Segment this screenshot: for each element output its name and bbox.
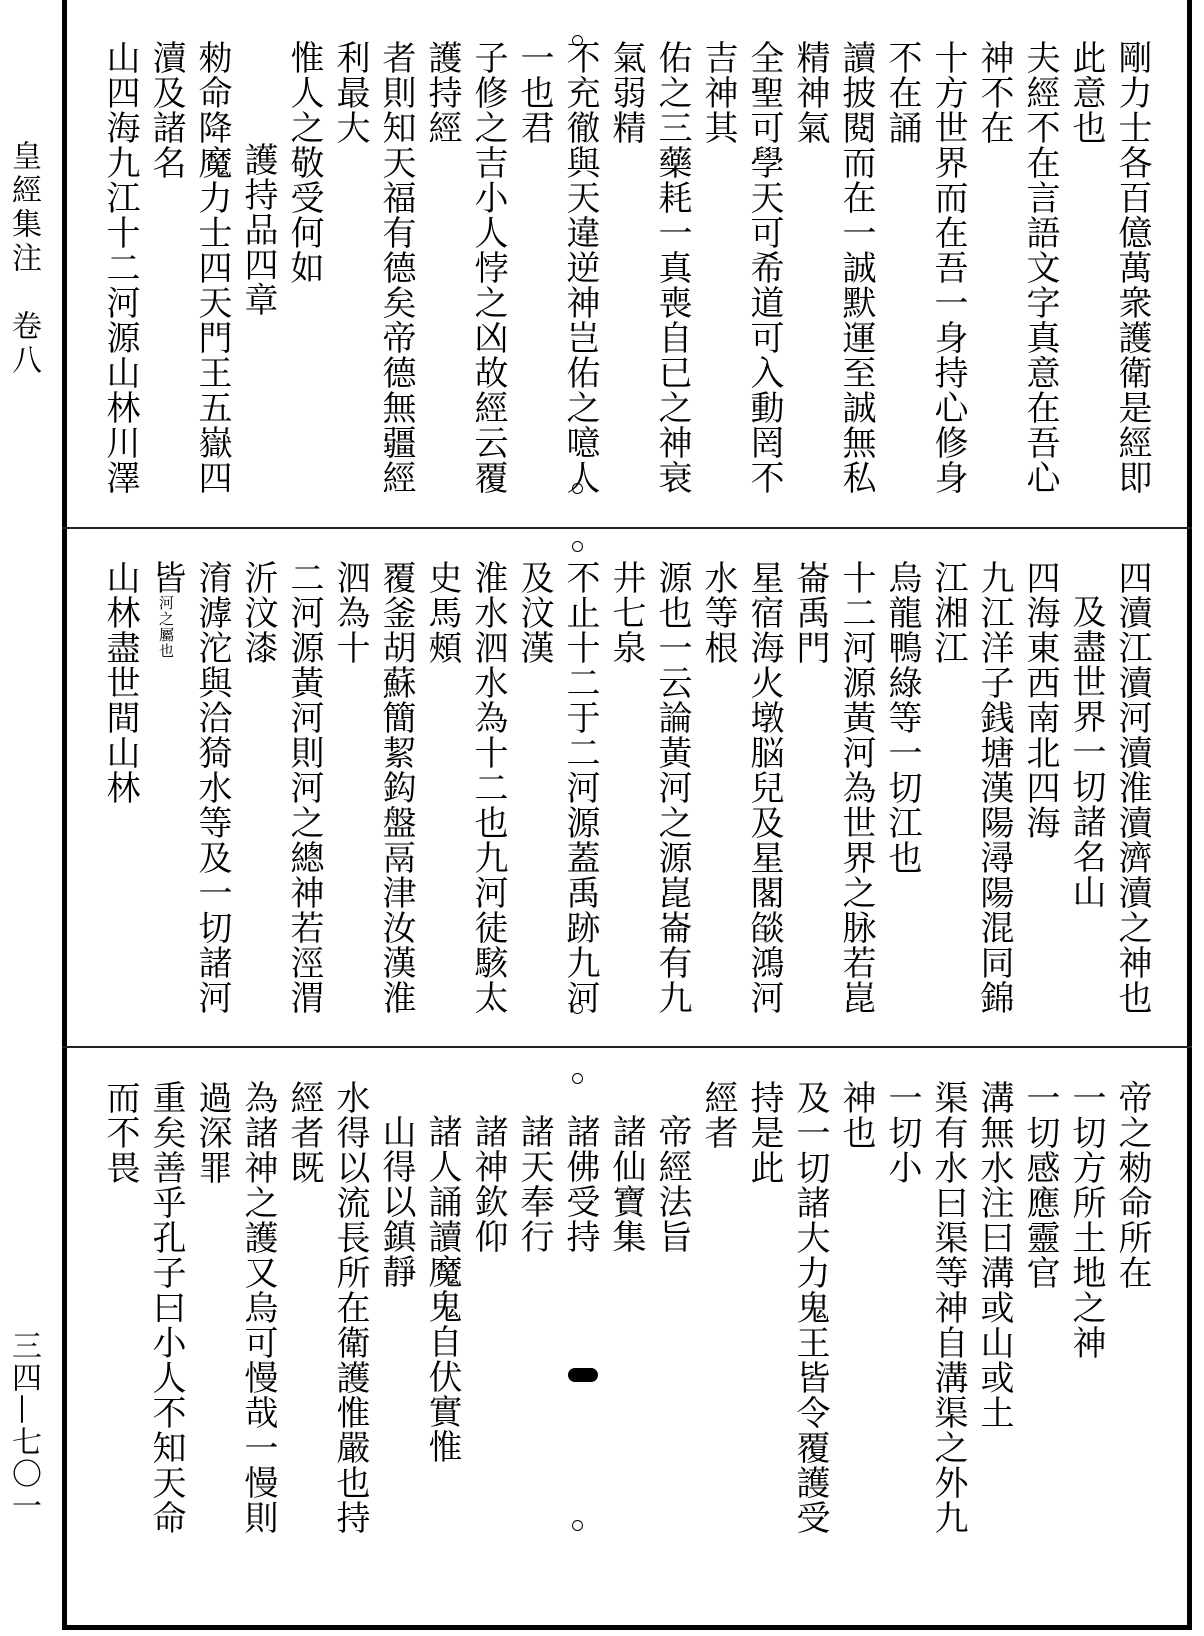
column-text: 夫經不在言語文字真意在吾心神不在: [974, 40, 1060, 495]
text-column: [235, 40, 281, 510]
column-text: 為諸神之護又烏可慢哉一慢則過深罪: [192, 1080, 278, 1535]
column-text: 及一切諸大力鬼王皆令覆護受持是此: [744, 1080, 830, 1535]
text-column: [833, 1080, 879, 1560]
text-column: [695, 1080, 741, 1560]
column-text: 經者: [698, 1080, 738, 1150]
column-text: 水得以流長所在衛護惟嚴也持經者既: [284, 1080, 370, 1535]
column-text: 山四海九江十二河源山林川澤: [100, 40, 140, 495]
text-panel-middle: [95, 560, 1155, 1030]
text-column: [1017, 1080, 1063, 1560]
text-column: [235, 560, 327, 1030]
column-text: 淮水泗水為十二也九河徒駭太史馬頰: [422, 560, 508, 1015]
text-column: [695, 560, 787, 1030]
column-text: 不止十二于二河源蓋禹跡九河及汶漢: [514, 560, 600, 1015]
column-text: 一切方所土地之神: [1066, 1080, 1106, 1360]
text-column: [1109, 1080, 1155, 1560]
text-column: [1063, 560, 1109, 1030]
text-column: [281, 1080, 373, 1560]
text-column: [1063, 40, 1155, 510]
text-column: [603, 560, 695, 1030]
column-text: 烏龍鴨綠等一切江也: [882, 560, 922, 875]
text-column: [143, 560, 235, 1030]
text-column: [879, 1080, 971, 1560]
text-column: [603, 1080, 649, 1560]
text-column: [419, 560, 511, 1030]
text-column: [327, 560, 419, 1030]
column-text: 帝之勑命所在: [1112, 1080, 1152, 1290]
column-text: 子修之吉小人悖之凶故經云覆護持經: [422, 40, 508, 495]
column-text: 一切感應靈官: [1020, 1080, 1060, 1290]
column-text: 星宿海火墩脳兒及星閣燄鴻河水等根: [698, 560, 784, 1015]
column-text: 重矣善乎孔子曰小人不知天命而不畏: [100, 1080, 186, 1535]
column-text: 九江洋子銭塘漢陽潯陽混同錦江湘江: [928, 560, 1014, 1015]
column-text: 諸天奉行: [514, 1114, 554, 1254]
column-text: 十二河源黃河為世界之脉若崑崙禹門: [790, 560, 876, 1015]
text-column: [97, 1080, 189, 1560]
text-column: [281, 40, 327, 510]
text-column: [971, 1080, 1017, 1560]
column-text: 渠有水曰渠等神自溝渠之外九一切小: [882, 1080, 968, 1535]
text-column: [1017, 560, 1063, 1030]
text-column: [511, 560, 603, 1030]
annotation-note: 河之屬也: [157, 595, 175, 659]
column-text: 讀披閱而在一誠默運至誠無私精神氣: [790, 40, 876, 495]
column-text: 覆釜胡蘇簡絜鈎盤鬲津汝漢淮泗為十: [330, 560, 416, 1015]
column-text: 淯滹沱與洽猗水等及一切諸河皆: [146, 560, 232, 1015]
text-column: [879, 40, 971, 510]
text-column: [143, 40, 235, 510]
text-column: [373, 1080, 419, 1560]
column-text: 四海東西南北四海: [1020, 560, 1060, 840]
text-column: [879, 560, 925, 1030]
text-column: [465, 1080, 511, 1560]
text-column: [787, 560, 879, 1030]
column-text: 不充徹與天違逆神岂佑之噫人一也君: [514, 40, 600, 495]
column-text: 者則知天福有德矣帝德無疆經利最大: [330, 40, 416, 495]
panel-divider: [62, 1046, 1192, 1048]
text-column: [695, 40, 787, 510]
text-column: [327, 40, 419, 510]
column-text: 四瀆江瀆河瀆淮瀆濟瀆之神也: [1112, 560, 1152, 1015]
text-column: [95, 560, 97, 1030]
column-text: 及盡世界一切諸名山: [1066, 594, 1106, 909]
column-text: 惟人之敬受何如: [284, 40, 324, 285]
panel-divider: [62, 527, 1192, 529]
column-text: 源也一云論黃河之源崑崙有九井七泉: [606, 560, 692, 1015]
column-text: 十方世界而在吾一身持心修身不在誦: [882, 40, 968, 495]
text-column: [741, 1080, 833, 1560]
column-text: 諸仙寶集: [606, 1114, 646, 1254]
column-text: 佑之三藥耗一真喪自已之神衰氣弱精: [606, 40, 692, 495]
page-number-margin: 三四—七〇一: [6, 1330, 41, 1522]
text-column: [971, 40, 1063, 510]
text-column: [511, 40, 603, 510]
text-column: [787, 40, 879, 510]
column-text: 溝無水注曰溝或山或土: [974, 1080, 1014, 1430]
column-text: 勑命降魔力士四天門王五嶽四瀆及諸名: [146, 40, 232, 495]
column-text: 剛力士各百億萬衆護衛是經即此意也: [1066, 40, 1152, 495]
text-panel-bottom: [95, 1080, 1155, 1560]
column-text: 諸佛受持: [560, 1114, 600, 1254]
text-column: [1063, 1080, 1109, 1560]
text-column: [603, 40, 695, 510]
text-column: [189, 1080, 281, 1560]
column-text: 山得以鎮靜: [376, 1114, 416, 1289]
column-text: 二河源黃河則河之總神若涇渭沂汶漆: [238, 560, 324, 1015]
text-column: [419, 1080, 465, 1560]
column-text: 神也: [836, 1080, 876, 1150]
column-text: 全聖可學天可希道可入動罔不吉神其: [698, 40, 784, 495]
text-column: [419, 40, 511, 510]
column-text: 山林盡世間山林: [100, 560, 140, 805]
text-column: [511, 1080, 557, 1560]
column-text: 諸人誦讀魔鬼自伏實惟: [422, 1114, 462, 1464]
text-column: [925, 560, 1017, 1030]
book-title-margin: 皇經集注 卷八: [6, 140, 41, 378]
text-column: [95, 40, 143, 510]
text-column: [95, 1080, 97, 1560]
text-panel-top: [95, 40, 1155, 510]
text-column: [97, 560, 143, 1030]
text-column: [649, 1080, 695, 1560]
text-column: [1109, 560, 1155, 1030]
column-text: 護持品四章: [238, 142, 278, 317]
text-column: [557, 1080, 603, 1560]
circle-mark: [572, 541, 583, 552]
column-text: 諸神欽仰: [468, 1114, 508, 1254]
column-text: 帝經法旨: [652, 1114, 692, 1254]
